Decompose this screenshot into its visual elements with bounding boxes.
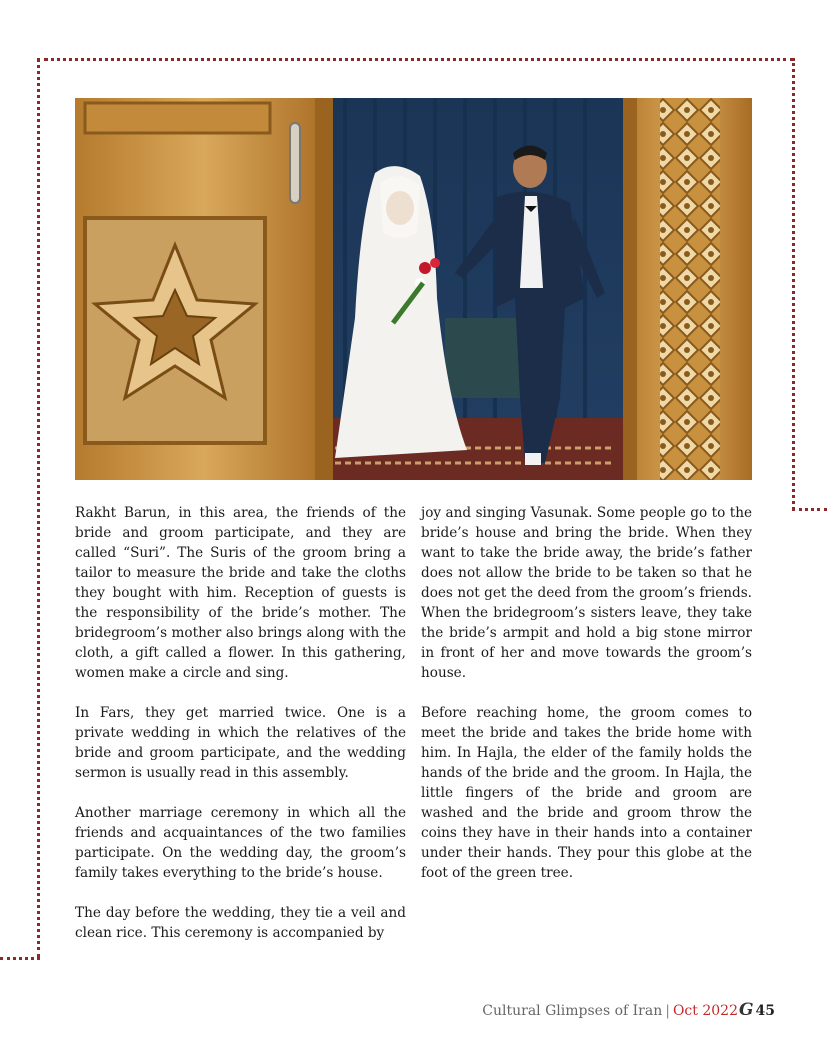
issue-date: Oct 2022: [672, 1003, 738, 1019]
paragraph: Before reaching home, the groom comes to meet the bride and takes the bride home with him. In Hajla, the elder of the family holds the hands of the bride and the groom. In Hajla, the little fingers of the bride and groom are washed and the bride and groom throw the coins they have in their hands into a container under their hands. They pour this globe at the foot of the green tree.: [421, 705, 752, 881]
magazine-logo-icon: G: [738, 1000, 754, 1020]
paragraph: joy and singing Vasunak. Some people go to the bride’s house and bring the bride. When they want to take the bride away, the bride’s father does not allow the bride to be taken so that he does not get the deed from the groom’s friends. When the bridegroom’s sisters leave, they take the bride’s armpit and hold a big stone mirror in front of her and move towards the groom’s house.: [421, 505, 752, 681]
paragraph: Rakht Barun, in this area, the friends of the bride and groom participate, and they are called “Suri”. The Suris of the groom bring a tailor to measure the bride and take the cloths they bought with him. Reception of guests is the responsibility of the bride’s mother. The bridegroom’s mother also brings along with the cloth, a gift called a flower. In this gathering, women make a circle and sing.: [75, 505, 406, 681]
page-footer: [380, 1000, 775, 1020]
page-number: 45: [755, 1003, 775, 1019]
frame-right-tail: [792, 508, 827, 511]
footer-separator: |: [665, 1003, 670, 1019]
wedding-photo: [75, 98, 752, 480]
paragraph: The day before the wedding, they tie a veil and clean rice. This ceremony is accompanied by: [75, 905, 406, 941]
paragraph: In Fars, they get married twice. One is a private wedding in which the relatives of the bride and groom participate, and the wedding sermon is usually read in this assembly.: [75, 705, 406, 781]
right-column: [421, 503, 752, 903]
frame-right-border: [792, 58, 795, 510]
publication-name: Cultural Glimpses of Iran: [482, 1003, 663, 1019]
paragraph: Another marriage ceremony in which all the friends and acquaintances of the two families participate. On the wedding day, the groom’s family takes everything to the bride’s house.: [75, 805, 406, 881]
frame-left-border: [37, 58, 40, 958]
frame-left-tail: [0, 957, 40, 960]
left-column: [75, 503, 406, 963]
frame-top-border: [44, 58, 794, 61]
